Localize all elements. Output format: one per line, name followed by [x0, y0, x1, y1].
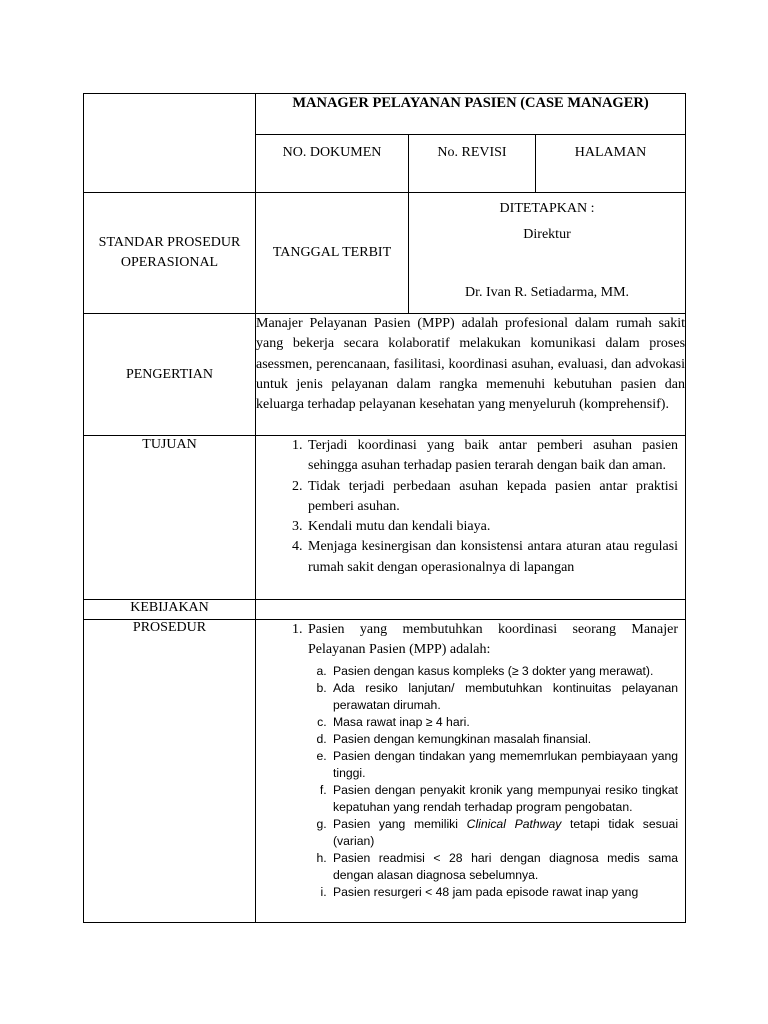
sop-label: [84, 193, 256, 314]
prosedur-sub-item-a: a. Pasien dengan kasus kompleks (≥ 3 dokter yang merawat).: [330, 663, 678, 680]
pengertian-label: PENGERTIAN: [84, 314, 256, 436]
clinical-pathway-term: Clinical Pathway: [466, 816, 562, 831]
tujuan-item: 3. Kendali mutu dan kendali biaya.: [306, 517, 678, 537]
direktur-label: Direktur: [523, 227, 571, 242]
ditetapkan-label: DITETAPKAN :: [499, 201, 595, 216]
sop-document-table: [83, 93, 686, 923]
sub-item-g-text: Pasien yang memiliki: [333, 816, 467, 831]
prosedur-sub-item-d: d. Pasien dengan kemungkinan masalah finansial.: [330, 731, 678, 748]
prosedur-sub-item-i: i. Pasien resurgeri < 48 jam pada episode rawat inap yang: [330, 884, 678, 901]
tujuan-item: 1. Terjadi koordinasi yang baik antar pemberi asuhan pasien sehingga asuhan terhadap pasien terarah dengan baik dan aman.: [306, 436, 678, 477]
no-dokumen-label: NO. DOKUMEN: [256, 135, 409, 193]
prosedur-sub-item-f: f. Pasien dengan penyakit kronik yang mempunyai resiko tingkat kepatuhan yang rendah terhadap program pengobatan.: [330, 782, 678, 816]
sop-label-line2: OPERASIONAL: [120, 255, 219, 270]
tanggal-terbit-label: TANGGAL TERBIT: [256, 193, 409, 314]
tujuan-list: [256, 436, 685, 578]
prosedur-item: [306, 620, 678, 901]
sub-item-g-text-end: tetapi tidak sesuai (varian): [333, 816, 679, 848]
prosedur-sub-item-b: b. Ada resiko lanjutan/ membutuhkan kontinuitas pelayanan perawatan dirumah.: [330, 680, 678, 714]
tujuan-content: [256, 436, 686, 600]
sop-label-line1: STANDAR PROSEDUR: [98, 235, 241, 250]
ditetapkan-cell: [409, 193, 686, 314]
prosedur-sub-item-e: e. Pasien dengan tindakan yang mememrlukan pembiayaan yang tinggi.: [330, 748, 678, 782]
prosedur-sub-item-c: c. Masa rawat inap ≥ 4 hari.: [330, 714, 678, 731]
logo-cell: [84, 94, 256, 193]
prosedur-label: PROSEDUR: [84, 620, 256, 923]
prosedur-sub-item-h: h. Pasien readmisi < 28 hari dengan diagnosa medis sama dengan alasan diagnosa sebelumnya.: [330, 850, 678, 884]
tujuan-item: 2. Tidak terjadi perbedaan asuhan kepada pasien antar praktisi pemberi asuhan.: [306, 477, 678, 518]
document-title: MANAGER PELAYANAN PASIEN (CASE MANAGER): [256, 94, 686, 135]
prosedur-list: [256, 620, 685, 901]
tujuan-item: 4. Menjaga kesinergisan dan konsistensi antara aturan atau regulasi rumah sakit dengan operasionalnya di lapangan: [306, 537, 678, 578]
kebijakan-label: KEBIJAKAN: [84, 600, 256, 620]
no-revisi-label: No. REVISI: [409, 135, 536, 193]
prosedur-sub-list: [308, 663, 678, 901]
prosedur-sub-item-g: [330, 816, 678, 850]
halaman-label: HALAMAN: [536, 135, 686, 193]
kebijakan-content: [256, 600, 686, 620]
pengertian-text: Manajer Pelayanan Pasien (MPP) adalah profesional dalam rumah sakit yang bekerja secara kolaboratif melakukan komunikasi dalam proses asessmen, perencanaan, fasilitasi, koordinasi asuhan, evaluasi, dan advokasi untuk jenis pelayanan dalam rangka memenuhi kebutuhan pasien dan keluarga terhadap pelayanan kesehatan yang menyeluruh (komprehensif).: [256, 314, 686, 436]
prosedur-item-text: Pasien yang membutuhkan koordinasi seorang Manajer Pelayanan Pasien (MPP) adalah:: [308, 622, 679, 658]
tujuan-label: TUJUAN: [84, 436, 256, 600]
signatory-name: Dr. Ivan R. Setiadarma, MM.: [464, 285, 630, 300]
prosedur-content: [256, 620, 686, 923]
